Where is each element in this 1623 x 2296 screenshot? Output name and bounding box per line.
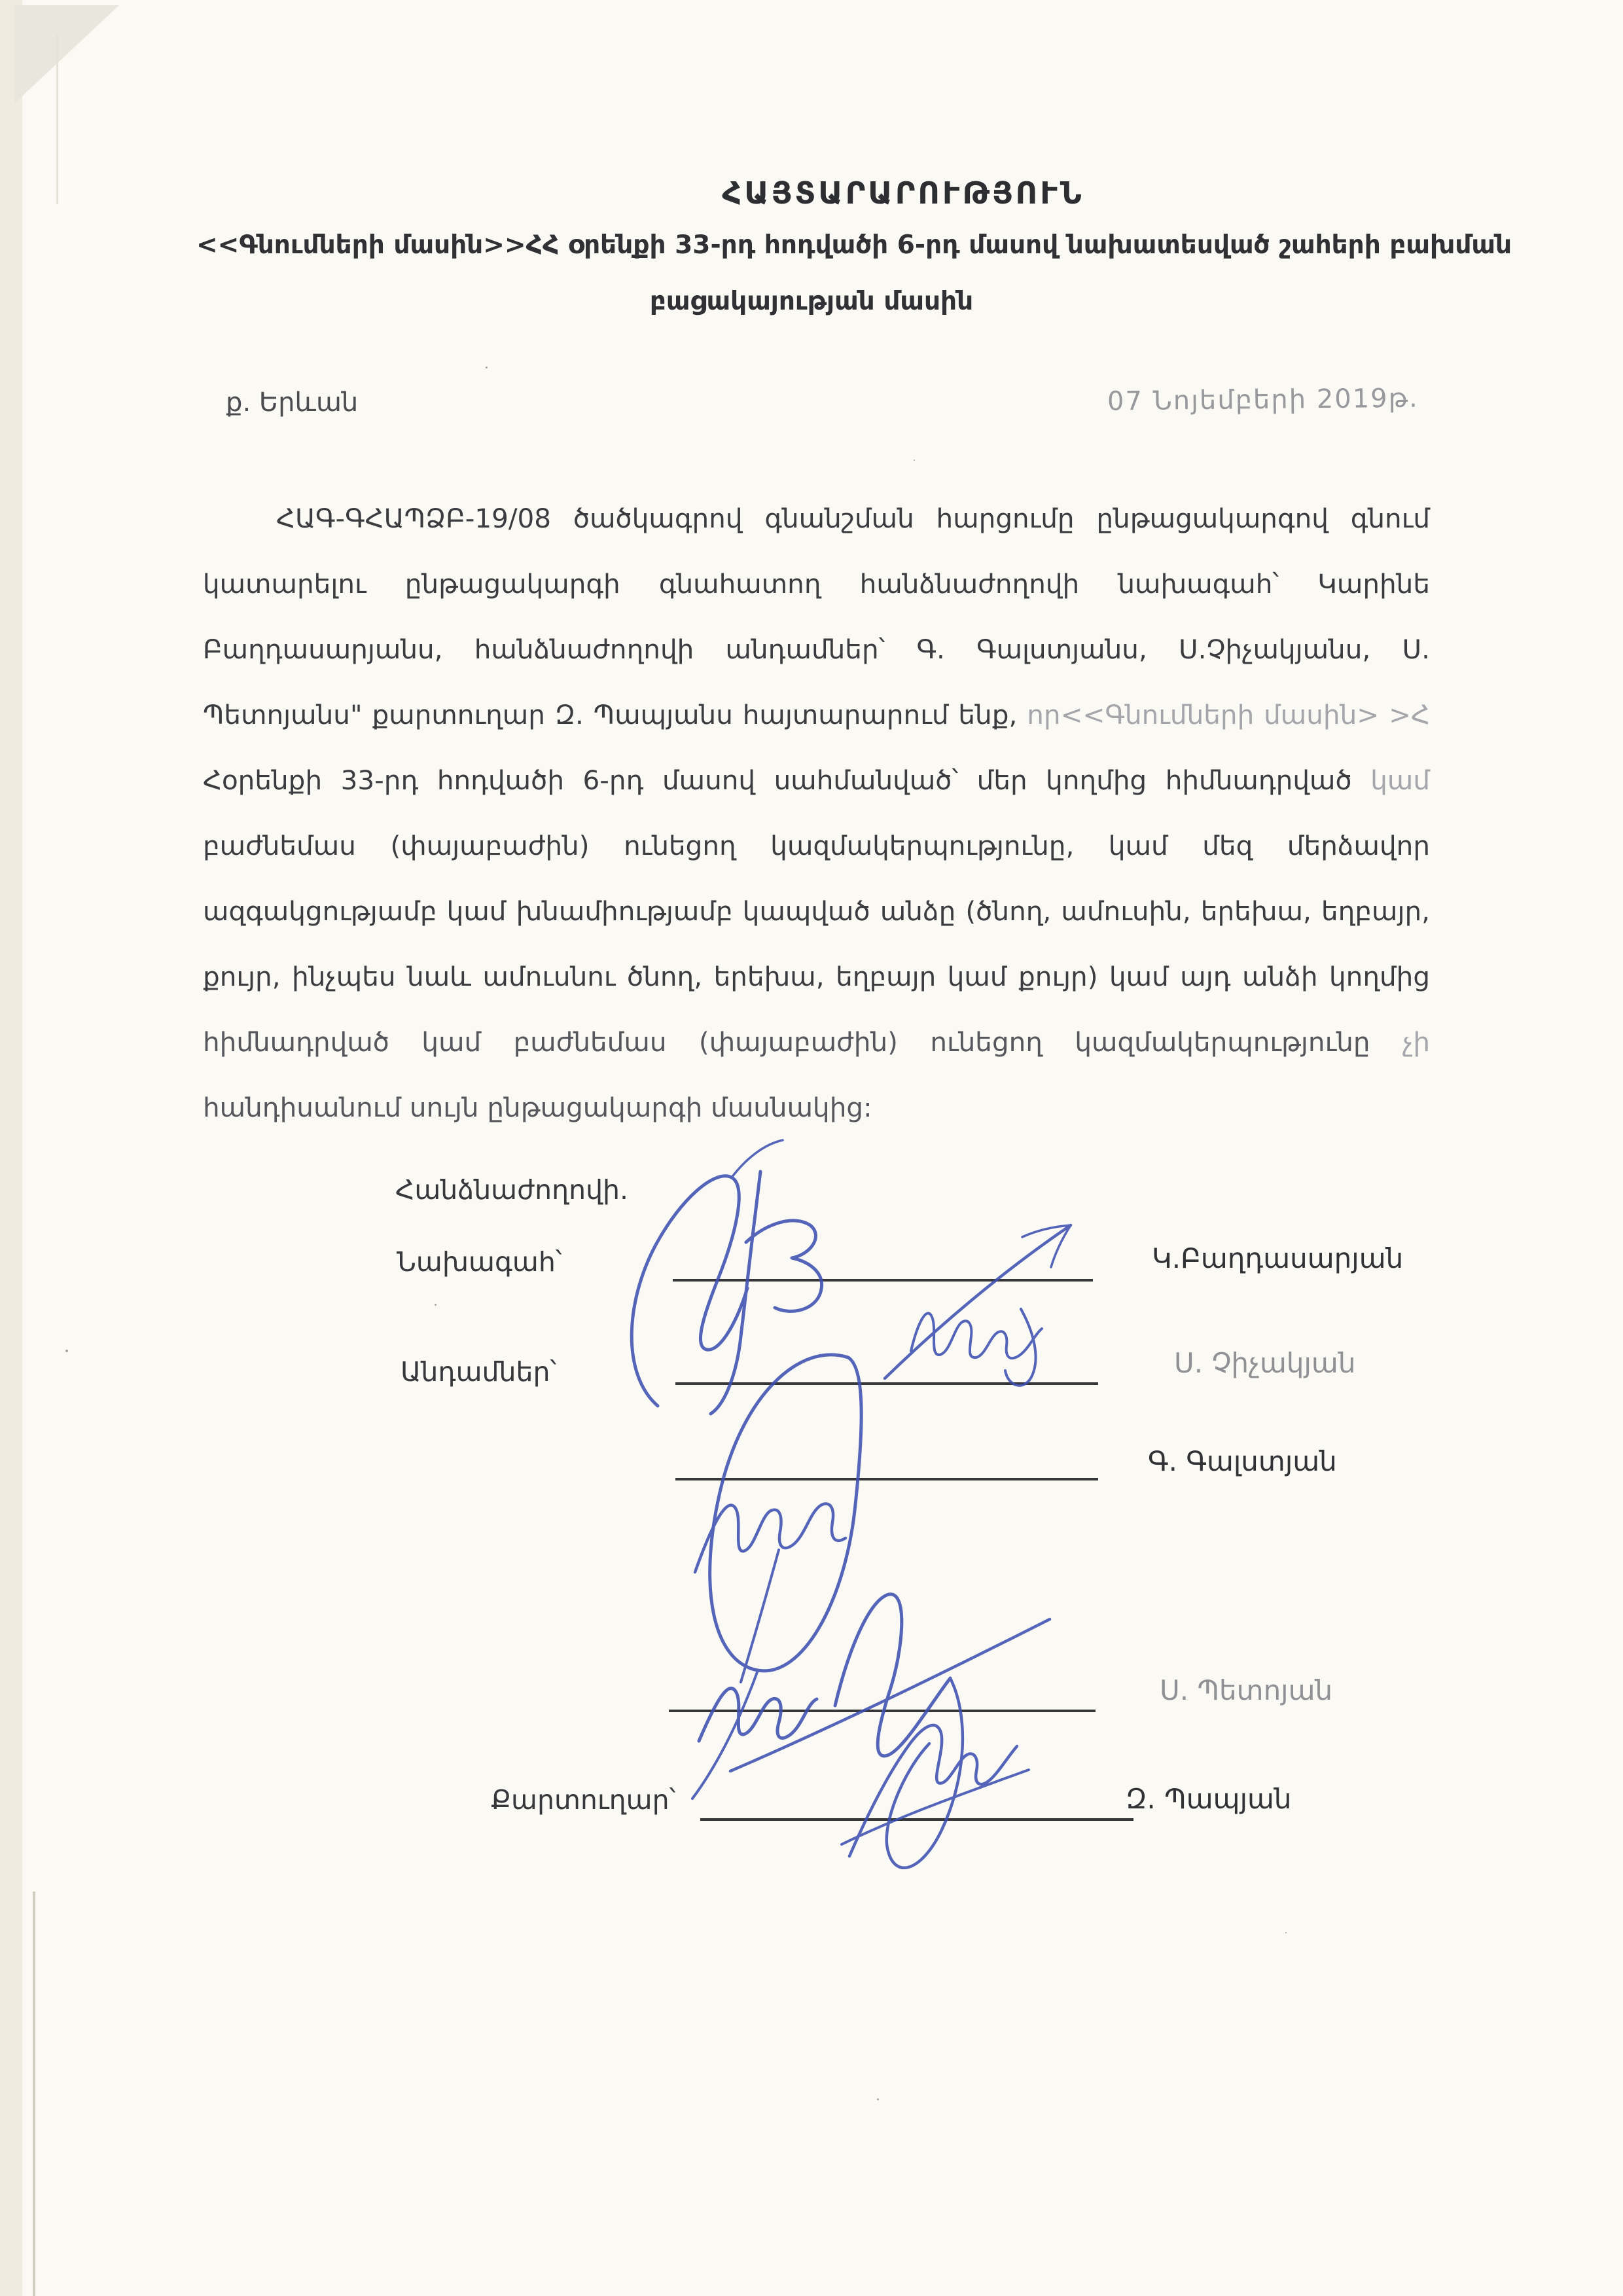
scan-speck — [1285, 1932, 1287, 1933]
paragraph-line: ազգակցությամբ կամ խնամիությամբ կապված անձը (ծնող, ամուսին, երեխա, եղբայր, — [203, 895, 1430, 927]
declaration-paragraph — [203, 486, 1430, 1140]
signature-line-secretary — [700, 1818, 1133, 1821]
document-date: 07 Նոյեմբերի 2019թ. — [1107, 383, 1419, 417]
secretary-name: Զ. Պապյան — [1126, 1783, 1292, 1815]
signature-secretary — [842, 1725, 1029, 1856]
chairman-name: Կ.Բաղդասարյան — [1152, 1242, 1404, 1274]
paragraph-line: հիմնադրված կամ բաժնեմաս (փայաբաժին) ունեցող կազմակերպությունը չի — [203, 1026, 1431, 1058]
paragraph-line: բաժնեմաս (փայաբաժին) ունեցող կազմակերպությունը, կամ մեզ մերձավոր — [203, 830, 1430, 861]
scan-left-edge-band — [0, 0, 22, 2296]
scan-speck — [435, 1304, 437, 1306]
member1-name: Ս. Չիչակյան — [1174, 1347, 1356, 1379]
signature-member1 — [885, 1225, 1071, 1386]
signature-line-member3 — [669, 1710, 1096, 1712]
chairman-label: Նախագահ՝ — [397, 1246, 562, 1278]
scan-corner-fold — [14, 5, 119, 103]
member3-name: Ս. Պետոյան — [1160, 1674, 1333, 1706]
paragraph-line: ՀԱԳ-ԳՀԱՊՁԲ-19/08 ծածկագրով գնանշման հարցումը ընթացակարգով գնում — [276, 503, 1430, 534]
secretary-label: Քարտուղար՝ — [491, 1784, 676, 1816]
member2-name: Գ. Գալստյան — [1148, 1445, 1337, 1477]
paragraph-line: կատարելու ընթացակարգի գնահատող հանձնաժողովի նախագահ՝ Կարինե — [203, 568, 1430, 600]
signature-line-member1 — [675, 1382, 1098, 1385]
signature-line-member2 — [675, 1478, 1098, 1480]
scan-speck — [877, 2098, 879, 2100]
scan-edge-line-bottom — [33, 1892, 35, 2296]
signature-chairman — [632, 1140, 821, 1414]
members-label: Անդամներ՝ — [401, 1356, 557, 1388]
paragraph-line: քույր, ինչպես նաև ամուսնու ծնող, երեխա, եղբայր կամ քույր) կամ այդ անձի կողմից — [203, 961, 1430, 992]
paragraph-line: Բաղդասարյանս, հանձնաժողովի անդամներ՝ Գ. Գալստյանս, Ս.Չիչակյանս, Ս. — [203, 634, 1430, 665]
document-place: ք. Երևան — [226, 387, 359, 418]
paragraph-line: Պետոյանս" քարտուղար Զ. Պապյանս հայտարարում ենք, որ<<Գնումների մասին> >Հ — [203, 699, 1431, 730]
committee-label: Հանձնաժողովի. — [395, 1174, 629, 1206]
signature-line-chairman — [673, 1279, 1093, 1282]
paragraph-line: Հօրենքի 33-րդ հոդվածի 6-րդ մասով սահմանված՝ մեր կողմից հիմնադրված կամ — [203, 764, 1431, 796]
document-title: ՀԱՅՏԱՐԱՐՈՒԹՅՈՒՆ — [722, 175, 1084, 211]
scan-speck — [486, 367, 488, 368]
scan-speck — [914, 459, 915, 461]
signature-member2 — [692, 1355, 861, 1799]
document-subtitle-line1: <<Գնումների մասին>>ՀՀ օրենքի 33-րդ հոդվածի 6-րդ մասով նախատեսված շահերի բախման — [196, 230, 1512, 260]
paragraph-line: հանդիսանում սույն ընթացակարգի մասնակից: — [203, 1092, 872, 1123]
scan-speck — [65, 1350, 68, 1352]
document-subtitle-line2: բացակայության մասին — [649, 287, 974, 316]
scan-edge-line-top — [56, 34, 58, 204]
